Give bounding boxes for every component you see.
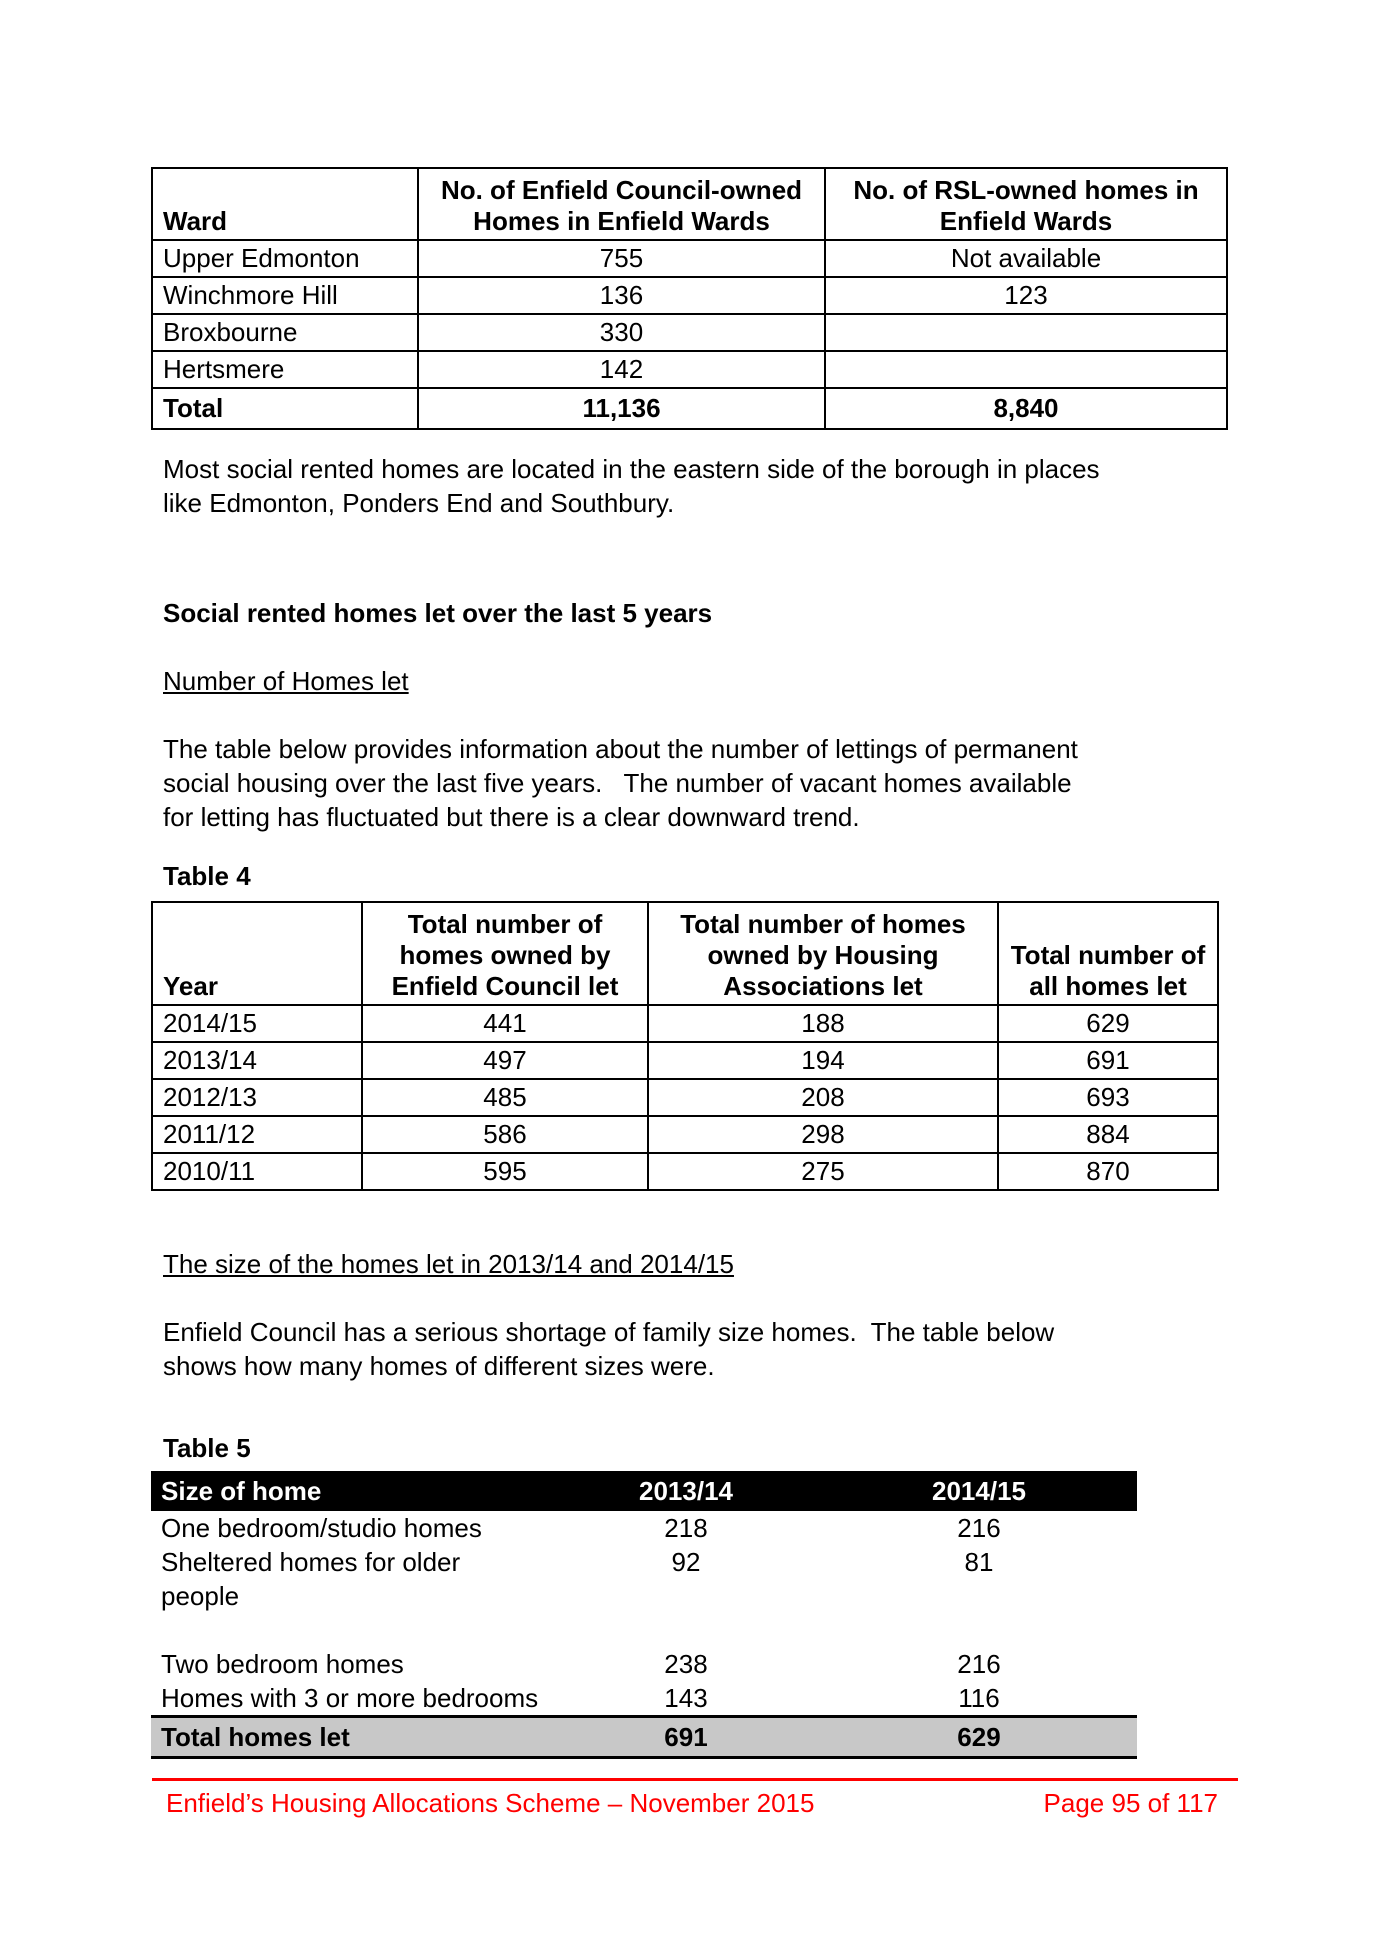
- total-value-cell: 11,136: [418, 388, 825, 429]
- value-cell: 216: [957, 1649, 1001, 1679]
- footer-text-row: [152, 1787, 1238, 1819]
- table-row: [152, 1116, 1218, 1153]
- footer-rule: [152, 1778, 1238, 1781]
- value-cell: 143: [664, 1683, 708, 1713]
- table-row: [152, 1042, 1218, 1079]
- text-line: for letting has fluctuated but there is a clear downward trend.: [163, 802, 860, 832]
- text-line: like Edmonton, Ponders End and Southbury.: [163, 488, 675, 518]
- year-cell: 2013/14: [152, 1042, 362, 1079]
- home-size-table-body: [151, 1511, 1137, 1758]
- home-size-table-header: [151, 1471, 1137, 1511]
- table-row: [151, 1681, 1137, 1717]
- ward-table-body: [152, 240, 1227, 429]
- value-cell: 194: [648, 1042, 998, 1079]
- size-cell: Two bedroom homes: [161, 1649, 404, 1679]
- size-cell: Homes with 3 or more bedrooms: [161, 1683, 539, 1713]
- value-cell: 586: [362, 1116, 648, 1153]
- value-cell: 884: [998, 1116, 1218, 1153]
- ha-let-header-cell: Total number of homes owned by Housing Associations let: [648, 902, 998, 1005]
- table-header-row: [152, 168, 1227, 240]
- year-cell: 2010/11: [152, 1153, 362, 1190]
- year-header-cell: Year: [152, 902, 362, 1005]
- value-cell: 188: [648, 1005, 998, 1042]
- table4-title: Table 4: [163, 861, 251, 891]
- table-header-row: [152, 902, 1218, 1005]
- lettings-table: [151, 901, 1219, 1191]
- rsl-homes-header-cell: No. of RSL-owned homes in Enfield Wards: [825, 168, 1227, 240]
- table-row: [151, 1545, 1137, 1647]
- value-cell: 216: [957, 1513, 1001, 1543]
- value-cell: 92: [671, 1547, 701, 1577]
- page-content: [151, 167, 1226, 1759]
- value-cell: 136: [418, 277, 825, 314]
- all-let-header-cell: Total number of all homes let: [998, 902, 1218, 1005]
- size-cell: Sheltered homes for older people: [161, 1547, 461, 1611]
- total-value-cell: 691: [551, 1717, 821, 1758]
- table-row: [152, 314, 1227, 351]
- size-cell: One bedroom/studio homes: [161, 1513, 482, 1543]
- value-cell: Not available: [825, 240, 1227, 277]
- value-cell: 81: [964, 1547, 994, 1577]
- ward-cell: Hertsmere: [152, 351, 418, 388]
- total-value-cell: 8,840: [825, 388, 1227, 429]
- value-cell: 595: [362, 1153, 648, 1190]
- total-label-cell: Total homes let: [151, 1717, 551, 1758]
- value-cell: 441: [362, 1005, 648, 1042]
- ward-table: [151, 167, 1228, 430]
- year-cell: 2011/12: [152, 1116, 362, 1153]
- text-line: Enfield Council has a serious shortage of family size homes. The table below: [163, 1317, 1055, 1347]
- value-cell: 298: [648, 1116, 998, 1153]
- value-cell: 497: [362, 1042, 648, 1079]
- year-cell: 2012/13: [152, 1079, 362, 1116]
- subheading-number-of-homes-let: Number of Homes let: [163, 666, 409, 696]
- table-row: [152, 1005, 1218, 1042]
- value-cell: [825, 351, 1227, 388]
- value-cell: 123: [825, 277, 1227, 314]
- ward-table-header: [152, 168, 1227, 240]
- paragraph: [163, 1315, 1226, 1383]
- table-row: [152, 240, 1227, 277]
- year-2013-14-header-cell: 2013/14: [551, 1471, 821, 1511]
- table5-title: Table 5: [163, 1433, 251, 1463]
- lettings-table-body: [152, 1005, 1218, 1190]
- paragraph: [163, 732, 1226, 834]
- value-cell: 208: [648, 1079, 998, 1116]
- total-row: [151, 1717, 1137, 1758]
- footer-page-number: Page 95 of 117: [1043, 1788, 1218, 1818]
- home-size-table: [151, 1471, 1137, 1759]
- paragraph: [163, 452, 1226, 520]
- council-let-header-cell: Total number of homes owned by Enfield Council let: [362, 902, 648, 1005]
- year-2014-15-header-cell: 2014/15: [821, 1471, 1137, 1511]
- ward-header-cell: Ward: [152, 168, 418, 240]
- subheading-size-of-homes: The size of the homes let in 2013/14 and 2014/15: [163, 1249, 734, 1279]
- table-row: [152, 1153, 1218, 1190]
- table-row: [151, 1511, 1137, 1545]
- year-cell: 2014/15: [152, 1005, 362, 1042]
- table-row: [151, 1647, 1137, 1681]
- value-cell: 142: [418, 351, 825, 388]
- text-line: shows how many homes of different sizes were.: [163, 1351, 715, 1381]
- value-cell: 870: [998, 1153, 1218, 1190]
- page-footer: [152, 1778, 1238, 1819]
- total-row: [152, 388, 1227, 429]
- value-cell: 330: [418, 314, 825, 351]
- text-line: Most social rented homes are located in the eastern side of the borough in places: [163, 454, 1100, 484]
- table-header-row: [151, 1471, 1137, 1511]
- footer-document-title: Enfield’s Housing Allocations Scheme – November 2015: [166, 1788, 815, 1818]
- lettings-table-header: [152, 902, 1218, 1005]
- text-line: The table below provides information about the number of lettings of permanent: [163, 734, 1078, 764]
- ward-cell: Broxbourne: [152, 314, 418, 351]
- value-cell: 275: [648, 1153, 998, 1190]
- ward-cell: Upper Edmonton: [152, 240, 418, 277]
- ward-cell: Winchmore Hill: [152, 277, 418, 314]
- section-heading: Social rented homes let over the last 5 years: [163, 598, 713, 628]
- table-row: [152, 1079, 1218, 1116]
- table-row: [152, 277, 1227, 314]
- value-cell: 238: [664, 1649, 708, 1679]
- value-cell: 755: [418, 240, 825, 277]
- value-cell: [825, 314, 1227, 351]
- total-value-cell: 629: [821, 1717, 1137, 1758]
- table-row: [152, 351, 1227, 388]
- size-of-home-header-cell: Size of home: [151, 1471, 551, 1511]
- text-line: social housing over the last five years. The number of vacant homes available: [163, 768, 1072, 798]
- value-cell: 116: [958, 1683, 1000, 1713]
- total-label-cell: Total: [152, 388, 418, 429]
- value-cell: 693: [998, 1079, 1218, 1116]
- council-homes-header-cell: No. of Enfield Council-owned Homes in Enfield Wards: [418, 168, 825, 240]
- value-cell: 218: [664, 1513, 708, 1543]
- value-cell: 691: [998, 1042, 1218, 1079]
- value-cell: 629: [998, 1005, 1218, 1042]
- value-cell: 485: [362, 1079, 648, 1116]
